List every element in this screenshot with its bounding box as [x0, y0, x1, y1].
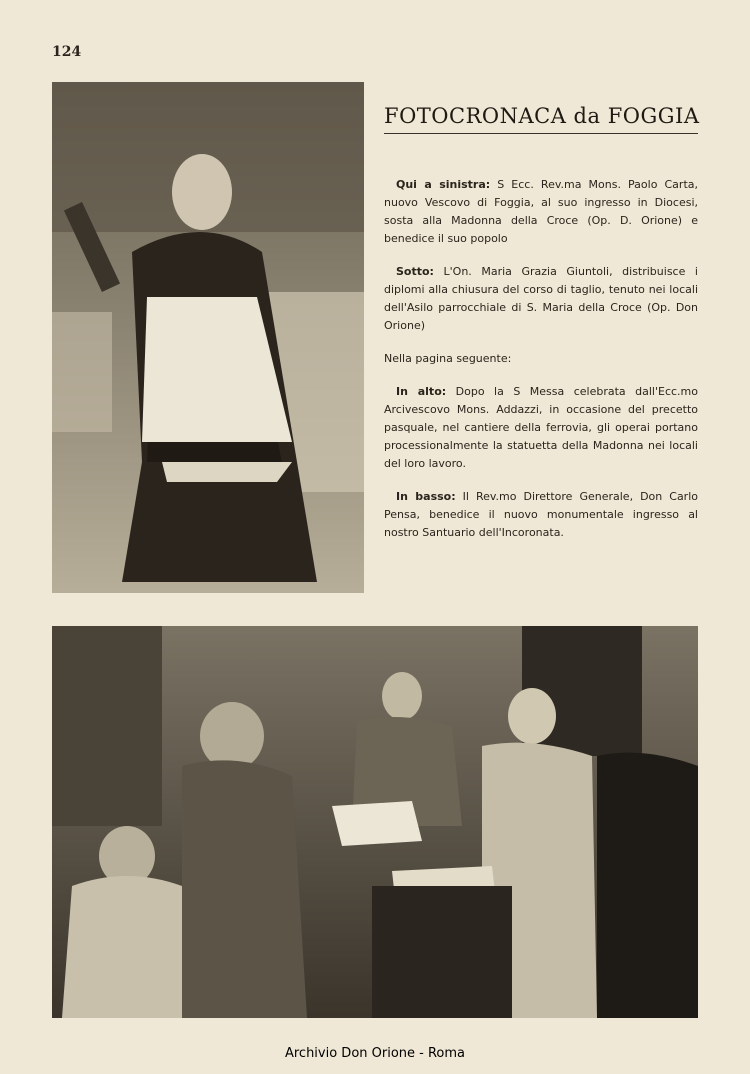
caption-next-page: Nella pagina seguente: [384, 352, 512, 365]
archive-footer: Archivio Don Orione - Roma [284, 1046, 466, 1061]
article-title: FOTOCRONACA da FOGGIA [384, 104, 700, 128]
caption-next-top: In alto: Dopo la S Messa celebrata dall'Ecc.mo Arcivescovo Mons. Addazzi, in occasione del precetto pasquale, nel cantiere della ferrovia, gli operai portano processionalmente la statuetta della Madonna nei locali del loro lavoro. [384, 385, 698, 470]
captions [384, 176, 698, 557]
photo-diploma-ceremony [52, 626, 698, 1018]
caption-next-bottom: In basso: Il Rev.mo Direttore Generale, Don Carlo Pensa, benedice il nuovo monumentale ingresso al nostro Santuario dell'Incoronata. [384, 490, 698, 539]
title-rule [384, 133, 698, 134]
caption-left: Qui a sinistra: S Ecc. Rev.ma Mons. Paolo Carta, nuovo Vescovo di Foggia, al suo ingresso in Diocesi, sosta alla Madonna della Croce (Op. D. Orione) e benedice il suo popolo [384, 178, 698, 245]
photo-bishop-blessing [52, 82, 364, 593]
caption-below: Sotto: L'On. Maria Grazia Giuntoli, distribuisce i diplomi alla chiusura del corso di taglio, tenuto nei locali dell'Asilo parrocchiale di S. Maria della Croce (Op. Don Orione) [384, 265, 698, 332]
page-number: 124 [52, 44, 82, 60]
